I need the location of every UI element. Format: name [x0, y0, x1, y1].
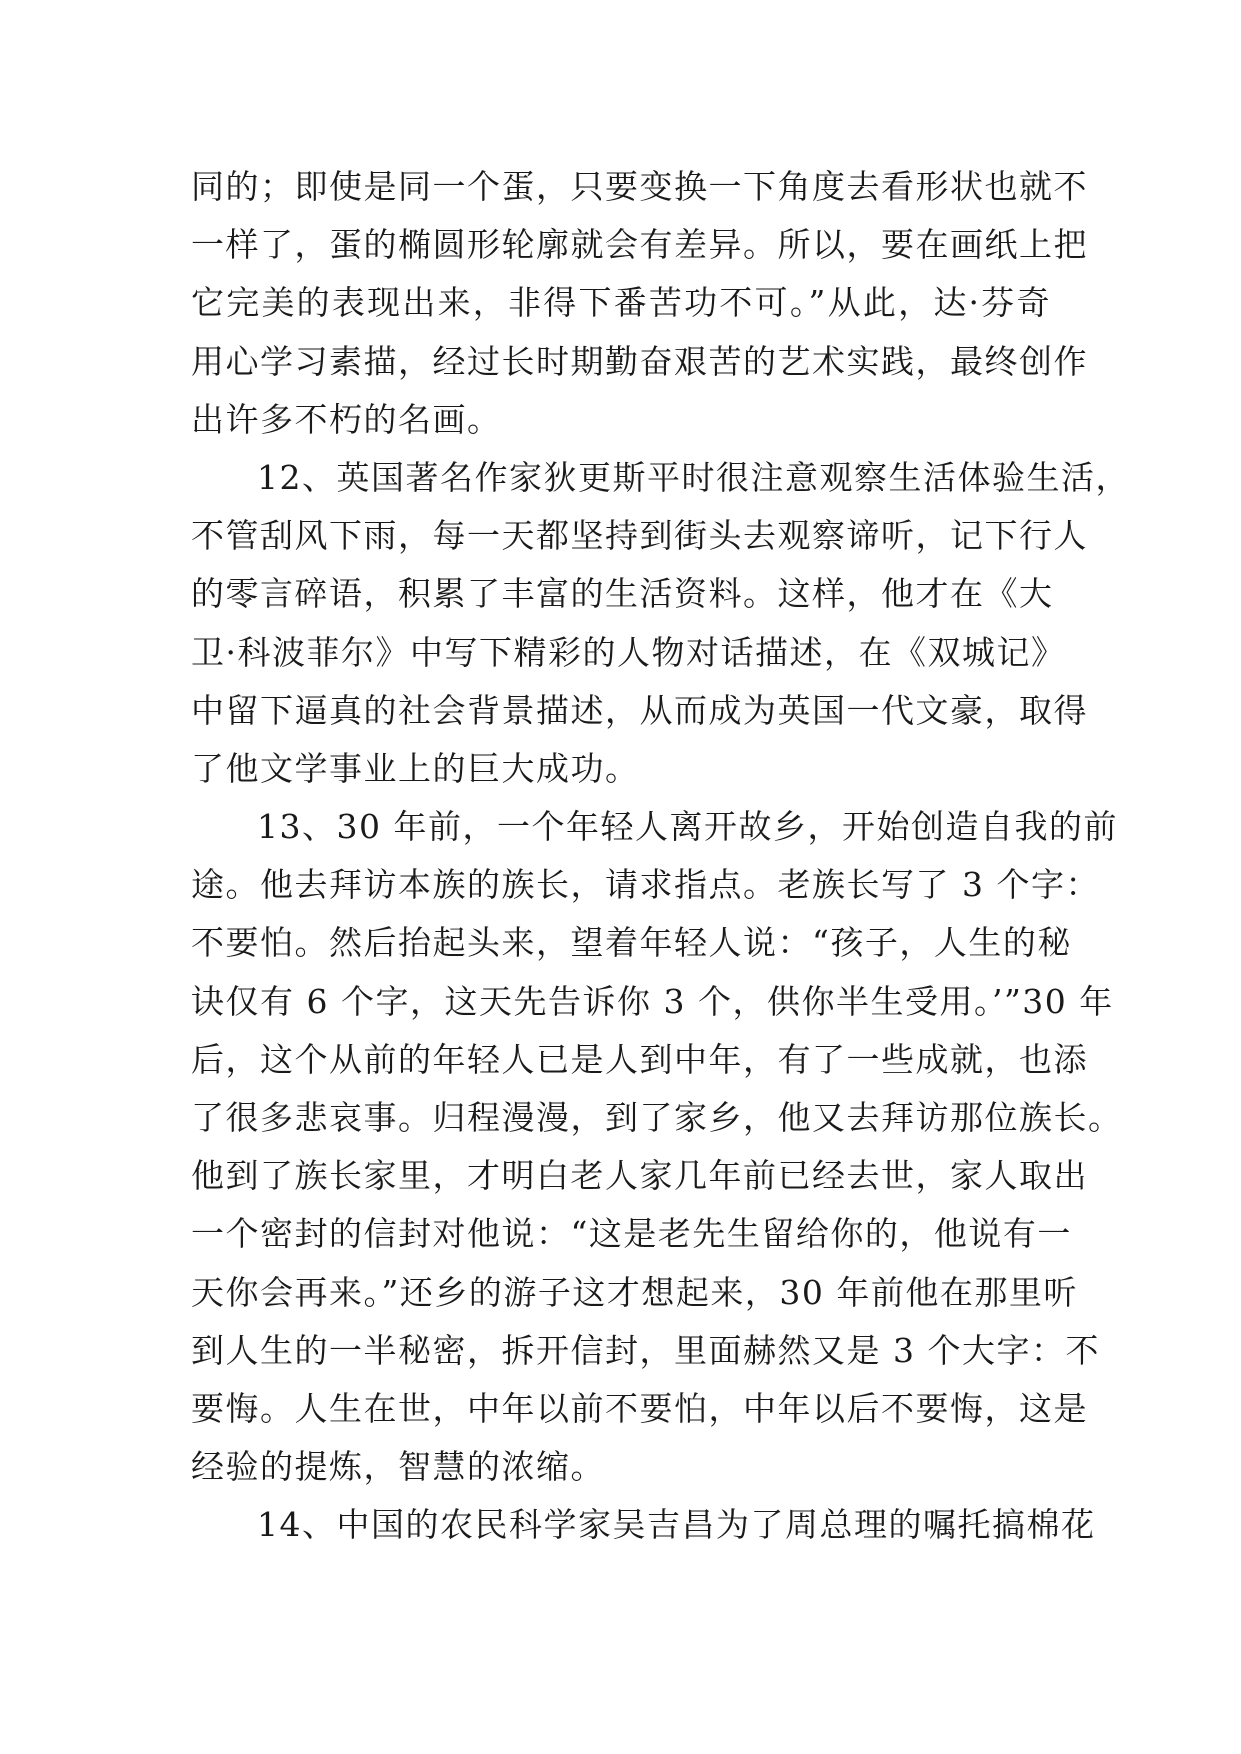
text-line: 一样了，蛋的椭圆形轮廓就会有差异。所以，要在画纸上把 [191, 225, 1088, 265]
paragraph-14 [191, 1496, 1096, 1554]
text-line: 不要怕。然后抬起头来，望着年轻人说：“孩子，人生的秘 [191, 923, 1072, 963]
text-line: 一个密封的信封对他说：“这是老先生留给你的，他说有一 [191, 1214, 1072, 1254]
text-line: 它完美的表现出来，非得下番苦功不可。”从此，达·芬奇 [191, 283, 1051, 323]
text-line: 13、30 年前，一个年轻人离开故乡，开始创造自我的前 [257, 807, 1118, 847]
text-line: 诀仅有 6 个字，这天先告诉你 3 个，供你半生受用。’”30 年 [191, 981, 1114, 1021]
text-line: 经验的提炼，智慧的浓缩。 [191, 1447, 605, 1487]
text-line: 中留下逼真的社会背景描述，从而成为英国一代文豪，取得 [191, 690, 1088, 730]
text-line: 途。他去拜访本族的族长，请求指点。老族长写了 3 个字： [191, 865, 1100, 905]
paragraph-12 [191, 449, 1130, 798]
text-line: 用心学习素描，经过长时期勤奋艰苦的艺术实践，最终创作 [191, 341, 1088, 381]
paragraph-13 [191, 798, 1123, 1496]
text-line: 的零言碎语，积累了丰富的生活资料。这样，他才在《大 [191, 574, 1054, 614]
text-line: 了他文学事业上的巨大成功。 [191, 748, 640, 788]
text-line: 出许多不朽的名画。 [191, 399, 502, 439]
text-line: 后，这个从前的年轻人已是人到中年，有了一些成就，也添 [191, 1039, 1088, 1079]
body-text [191, 158, 1130, 1555]
text-line: 要悔。人生在世，中年以前不要怕，中年以后不要悔，这是 [191, 1388, 1088, 1428]
text-line: 他到了族长家里，才明白老人家几年前已经去世，家人取出 [191, 1156, 1088, 1196]
text-line: 卫·科波菲尔》中写下精彩的人物对话描述，在《双城记》 [191, 632, 1066, 672]
text-line: 到人生的一半秘密，拆开信封，里面赫然又是 3 个大字：不 [191, 1330, 1100, 1370]
text-line: 了很多悲哀事。归程漫漫，到了家乡，他又去拜访那位族长。 [191, 1098, 1123, 1137]
text-line: 同的；即使是同一个蛋，只要变换一下角度去看形状也就不 [191, 167, 1088, 206]
paragraph-11-continued [191, 158, 1088, 449]
text-line: 不管刮风下雨，每一天都坚持到街头去观察谛听，记下行人 [191, 516, 1088, 556]
text-line: 天你会再来。”还乡的游子这才想起来，30 年前他在那里听 [191, 1272, 1078, 1312]
text-line: 12、英国著名作家狄更斯平时很注意观察生活体验生活， [257, 457, 1130, 497]
text-line: 14、中国的农民科学家吴吉昌为了周总理的嘱托搞棉花 [257, 1505, 1096, 1545]
